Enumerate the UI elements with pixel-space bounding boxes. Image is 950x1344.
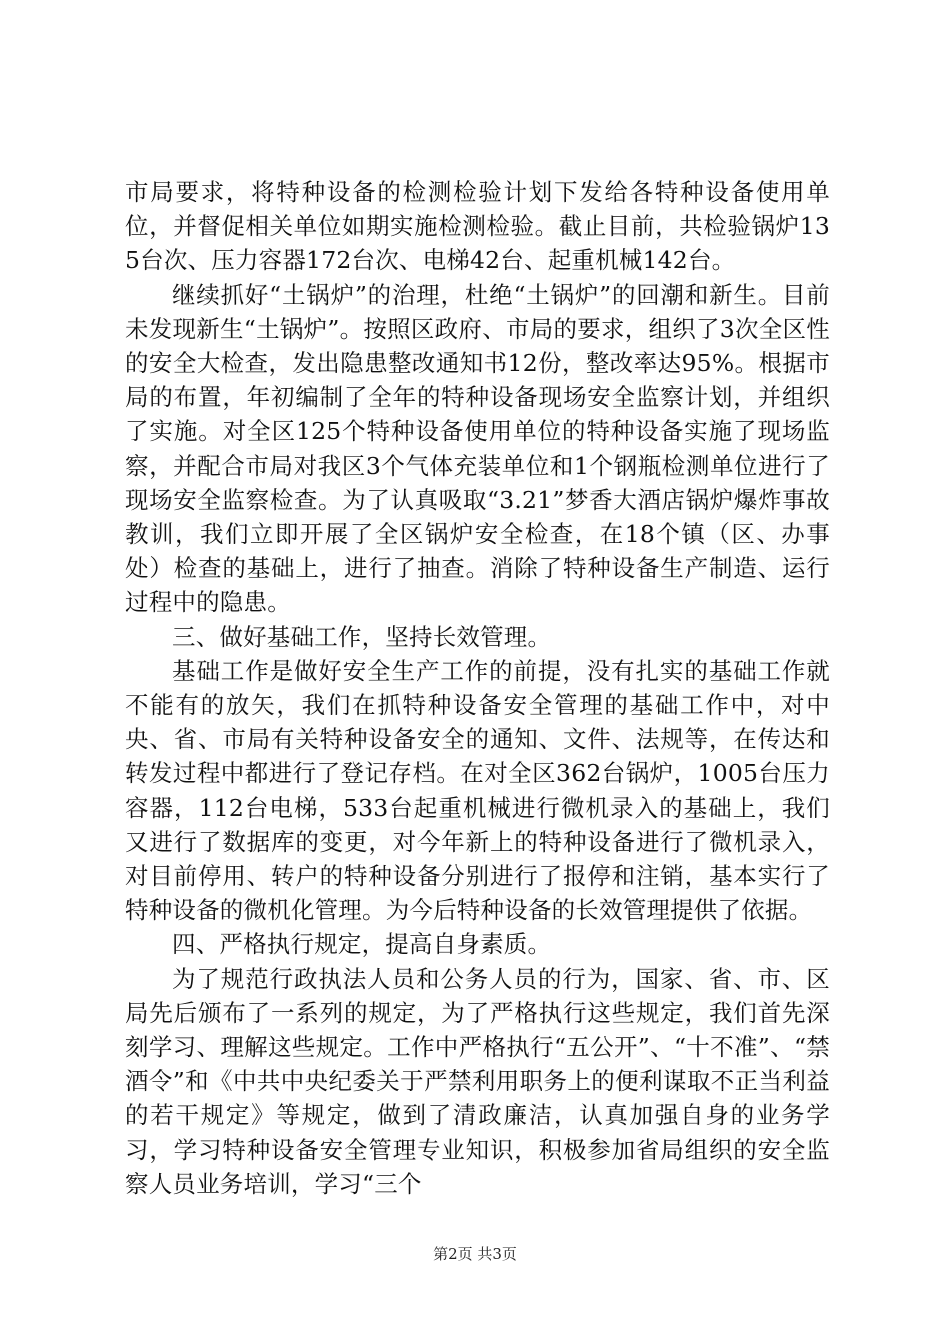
section-heading-3: 三、做好基础工作，坚持长效管理。: [172, 622, 552, 651]
section-heading-4: 四、严格执行规定，提高自身素质。: [172, 930, 552, 959]
document-body: [125, 175, 830, 1201]
paragraph-regulations: 为了规范行政执法人员和公务人员的行为，国家、省、市、区局先后颁布了一系列的规定，为了严格执行这些规定，我们首先深刻学习、理解这些规定。工作中严格执行“五公开”、“十不准”、“禁酒令”和《中共中央纪委关于严禁利用职务上的便利谋取不正当利益的若干规定》等规定，做到了清政廉洁，认真加强自身的业务学习，学习特种设备安全管理专业知识，积极参加省局组织的安全监察人员业务培训，学习“三个: [125, 964, 830, 1198]
paragraph-boiler-inspection: 继续抓好“土锅炉”的治理，杜绝“土锅炉”的回潮和新生。目前未发现新生“土锅炉”。按照区政府、市局的要求，组织了3次全区性的安全大检查，发出隐患整改通知书12份，整改率达95%。根据市局的布置，年初编制了全年的特种设备现场安全监察计划，并组织了实施。对全区125个特种设备使用单位的特种设备实施了现场监察，并配合市局对我区3个气体充装单位和1个钢瓶检测单位进行了现场安全监察检查。为了认真吸取“3.21”梦香大酒店锅炉爆炸事故教训，我们立即开展了全区锅炉安全检查，在18个镇（区、办事处）检查的基础上，进行了抽查。消除了特种设备生产制造、运行过程中的隐患。: [125, 280, 830, 617]
page-number-footer: 第2页 共3页: [433, 1245, 517, 1263]
paragraph-basic-work: 基础工作是做好安全生产工作的前提，没有扎实的基础工作就不能有的放矢，我们在抓特种设备安全管理的基础工作中，对中央、省、市局有关特种设备安全的通知、文件、法规等，在传达和转发过程中都进行了登记存档。在对全区362台锅炉，1005台压力容器，112台电梯，533台起重机械进行微机录入的基础上，我们又进行了数据库的变更，对今年新上的特种设备进行了微机录入，对目前停用、转户的特种设备分别进行了报停和注销，基本实行了特种设备的微机化管理。为今后特种设备的长效管理提供了依据。: [125, 656, 830, 925]
paragraph-continuation: 市局要求，将特种设备的检测检验计划下发给各特种设备使用单位，并督促相关单位如期实施检测检验。截止目前，共检验锅炉135台次、压力容器172台次、电梯42台、起重机械142台。: [125, 178, 830, 275]
